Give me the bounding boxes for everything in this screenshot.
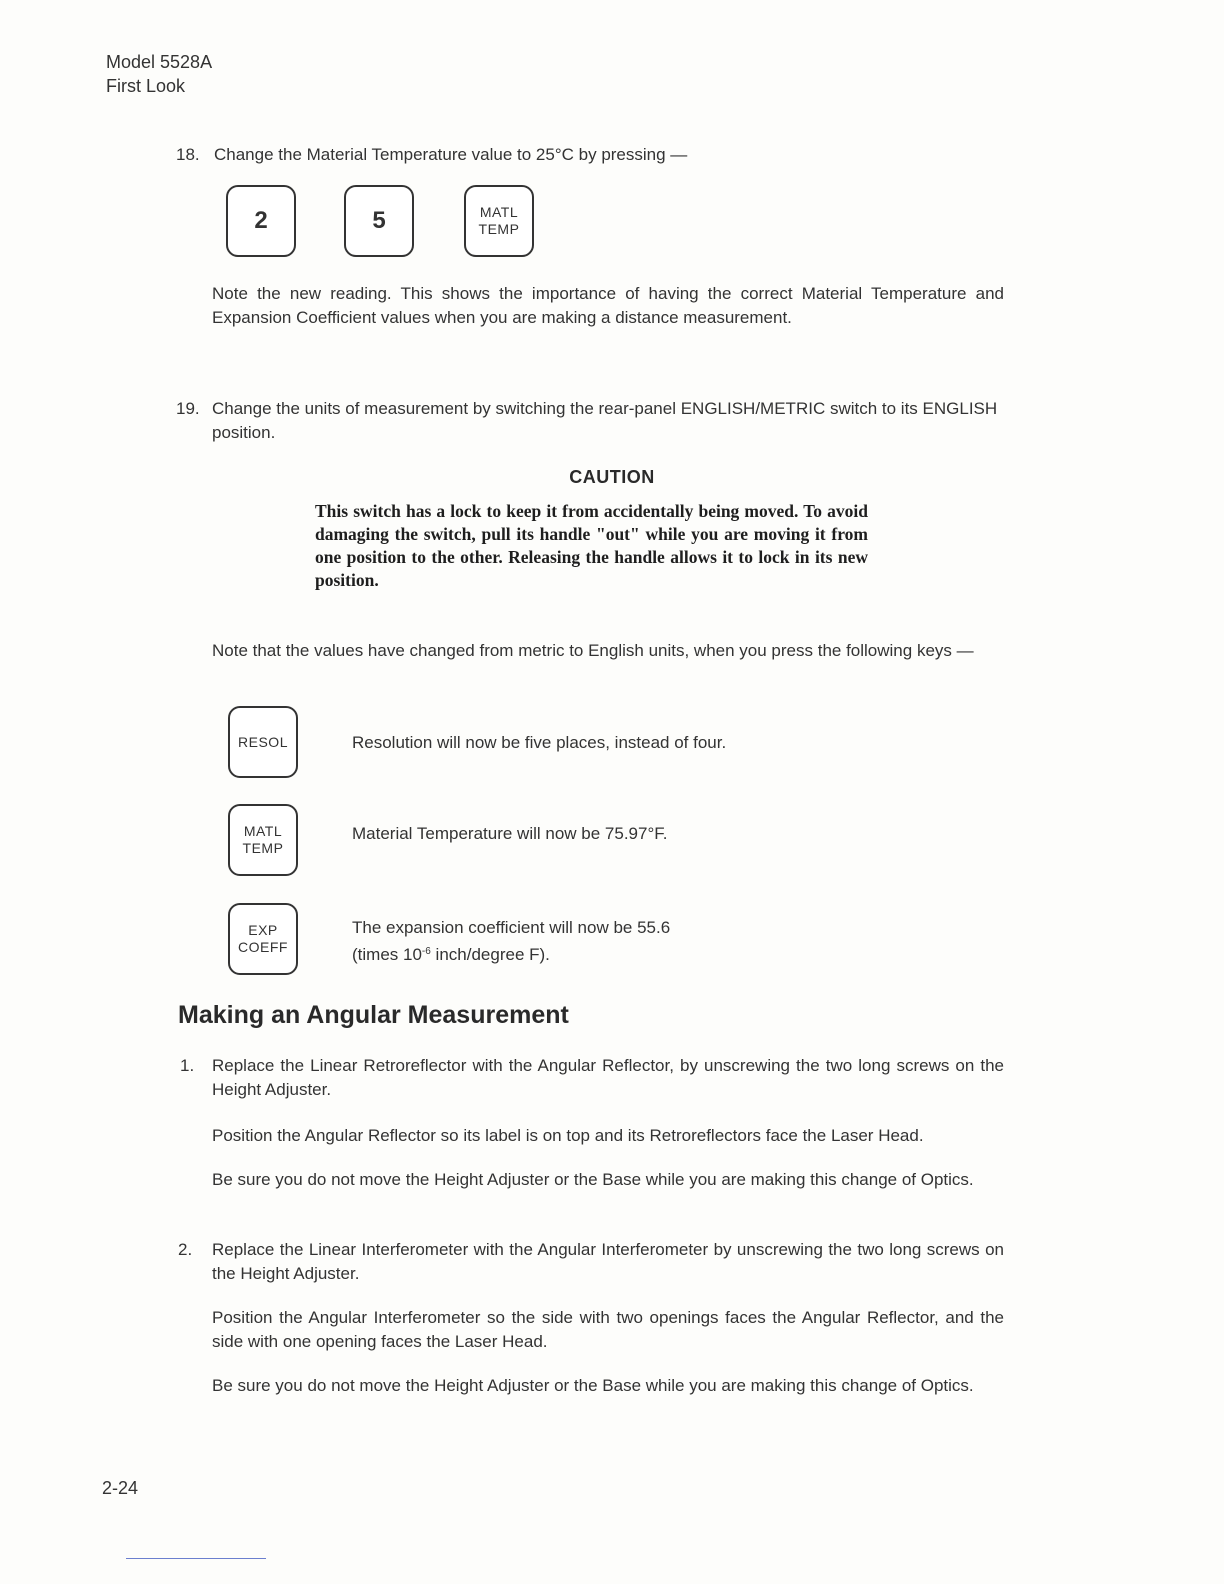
key-label: 2 xyxy=(254,207,268,234)
header-model: Model 5528A xyxy=(106,52,213,72)
angular-step-2-number: 2. xyxy=(178,1240,193,1259)
angular-step-1-para-3: Be sure you do not move the Height Adjuster or the Base while you are making this change of Optics. xyxy=(212,1170,974,1189)
key-matl-temp xyxy=(464,185,534,257)
key-label-line2: TEMP xyxy=(242,840,284,856)
angular-step-2-para-3: Be sure you do not move the Height Adjuster or the Base while you are making this change of Optics. xyxy=(212,1376,974,1395)
key-label: 5 xyxy=(372,207,386,234)
bottom-divider xyxy=(126,1558,266,1559)
key-label-line2: TEMP xyxy=(478,221,520,237)
angular-step-2-para-2: Position the Angular Interferometer so the side with two openings faces the Angular Reflector, and the side with one opening faces the Laser Head. xyxy=(212,1308,1004,1351)
key-label: RESOL xyxy=(238,733,288,750)
step-19-text: Change the units of measurement by switching the rear-panel ENGLISH/METRIC switch to its ENGLISH position. xyxy=(212,399,998,442)
section-heading: Making an Angular Measurement xyxy=(178,1001,569,1029)
expansion-line2 xyxy=(352,940,992,967)
step-18-note: Note the new reading. This shows the importance of having the correct Material Temperature and Expansion Coefficient values when you are making a distance measurement. xyxy=(212,284,1004,327)
step-19-number: 19. xyxy=(176,399,200,418)
page-number: 2-24 xyxy=(102,1478,139,1498)
key-label-line1: EXP xyxy=(248,922,278,938)
header-section: First Look xyxy=(106,76,186,96)
caution-text: This switch has a lock to keep it from accidentally being moved. To avoid damaging the switch, pull its handle "out" while you are moving it from one position to the other. Releasing the handle allows it to lock in its new position. xyxy=(315,501,868,590)
key-exp-coeff xyxy=(228,903,298,975)
key-label-line1: MATL xyxy=(243,823,283,839)
expansion-line1: The expansion coefficient will now be 55.6 xyxy=(352,918,671,937)
angular-step-1-number: 1. xyxy=(180,1056,195,1075)
exponent: -6 xyxy=(421,946,431,957)
caution-title: CAUTION xyxy=(569,467,655,487)
expansion-line2-post: inch/degree F). xyxy=(430,945,550,964)
resolution-description: Resolution will now be five places, instead of four. xyxy=(352,733,727,752)
expansion-coefficient-description xyxy=(352,916,992,967)
step-18-number: 18. xyxy=(176,145,200,164)
key-5 xyxy=(344,185,414,257)
key-matl-temp-2 xyxy=(228,804,298,876)
step-18-text: Change the Material Temperature value to 25°C by pressing — xyxy=(214,145,688,164)
expansion-line2-pre: (times 10 xyxy=(352,945,422,964)
material-temperature-description: Material Temperature will now be 75.97°F. xyxy=(352,824,668,843)
key-label-line1: MATL xyxy=(479,204,519,220)
angular-step-1-para-1: Replace the Linear Retroreflector with the Angular Reflector, by unscrewing the two long screws on the Height Adjuster. xyxy=(212,1056,1004,1099)
angular-step-1-para-2: Position the Angular Reflector so its label is on top and its Retroreflectors face the Laser Head. xyxy=(212,1126,924,1145)
step-19-note: Note that the values have changed from metric to English units, when you press the following keys — xyxy=(212,641,974,660)
key-resol xyxy=(228,706,298,778)
angular-step-2-para-1: Replace the Linear Interferometer with the Angular Interferometer by unscrewing the two long screws on the Height Adjuster. xyxy=(212,1240,1004,1283)
key-label-line2: COEFF xyxy=(238,939,288,955)
key-2 xyxy=(226,185,296,257)
